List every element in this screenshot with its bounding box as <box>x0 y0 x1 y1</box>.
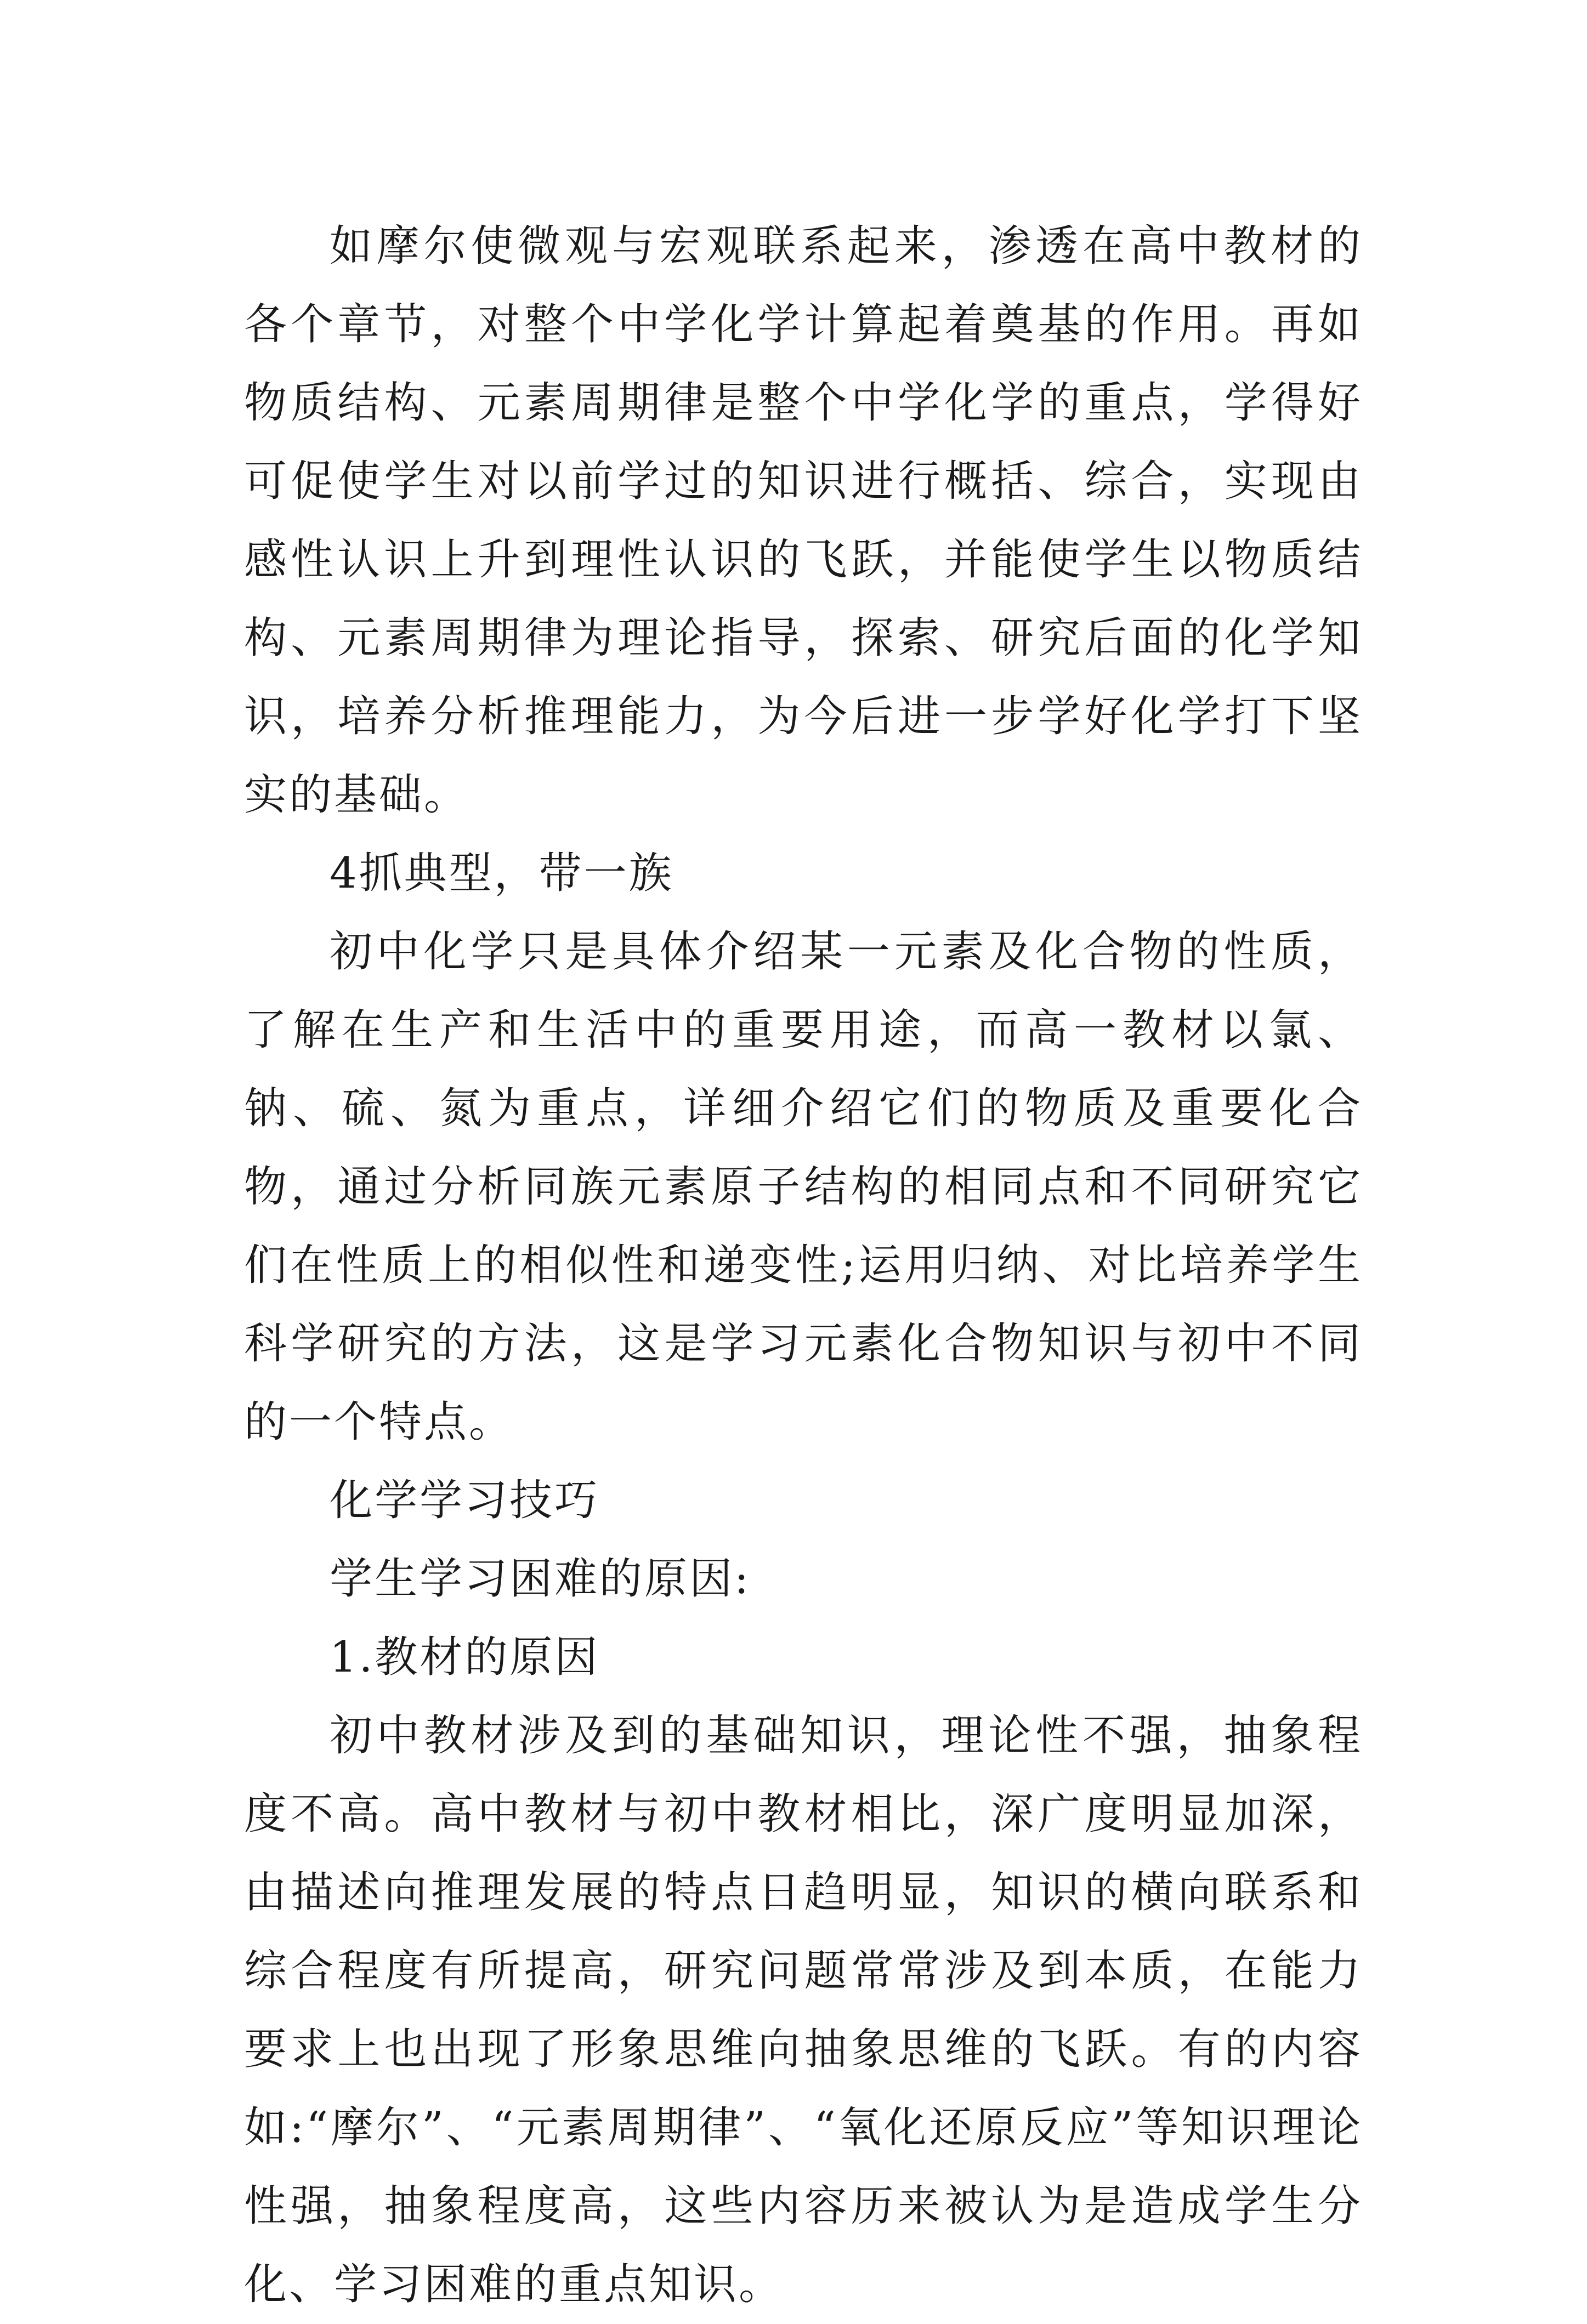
section-heading-difficulty-reasons: 学生学习困难的原因: <box>330 1554 751 1604</box>
section-heading-study-tips: 化学学习技巧 <box>330 1476 600 1525</box>
paragraph-mole-and-periodic-law: 如摩尔使微观与宏观联系起来，渗透在高中教材的各个章节，对整个中学化学计算起着奠基的作用。再如物质结构、元素周期律是整个中学化学的重点，学得好可促使学生对以前学过的知识进行概括、综合，实现由感性认识上升到理性认识的飞跃，并能使学生以物质结构、元素周期律为理论指导，探索、研究后面的化学知识，培养分析推理能力，为今后进一步学好化学打下坚实的基础。 <box>244 221 1363 820</box>
document-body <box>244 207 1363 2324</box>
paragraph-textbook-comparison: 初中教材涉及到的基础知识，理论性不强，抽象程度不高。高中教材与初中教材相比，深广度明显加深，由描述向推理发展的特点日趋明显，知识的横向联系和综合程度有所提高，研究问题常常涉及到本质，在能力要求上也出现了形象思维向抽象思维的飞跃。有的内容如:“摩尔”、“元素周期律”、“氧化还原反应”等知识理论性强，抽象程度高，这些内容历来被认为是造成学生分化、学习困难的重点知识。 <box>244 1711 1363 2309</box>
section-heading-typical-elements: 4抓典型，带一族 <box>330 849 674 898</box>
paragraph-element-compounds: 初中化学只是具体介绍某一元素及化合物的性质，了解在生产和生活中的重要用途，而高一教材以氯、钠、硫、氮为重点，详细介绍它们的物质及重要化合物，通过分析同族元素原子结构的相同点和不同研究它们在性质上的相似性和递变性;运用归纳、对比培养学生科学研究的方法，这是学习元素化合物知识与初中不同的一个特点。 <box>244 927 1363 1447</box>
section-heading-textbook-reasons: 1.教材的原因 <box>330 1633 600 1682</box>
